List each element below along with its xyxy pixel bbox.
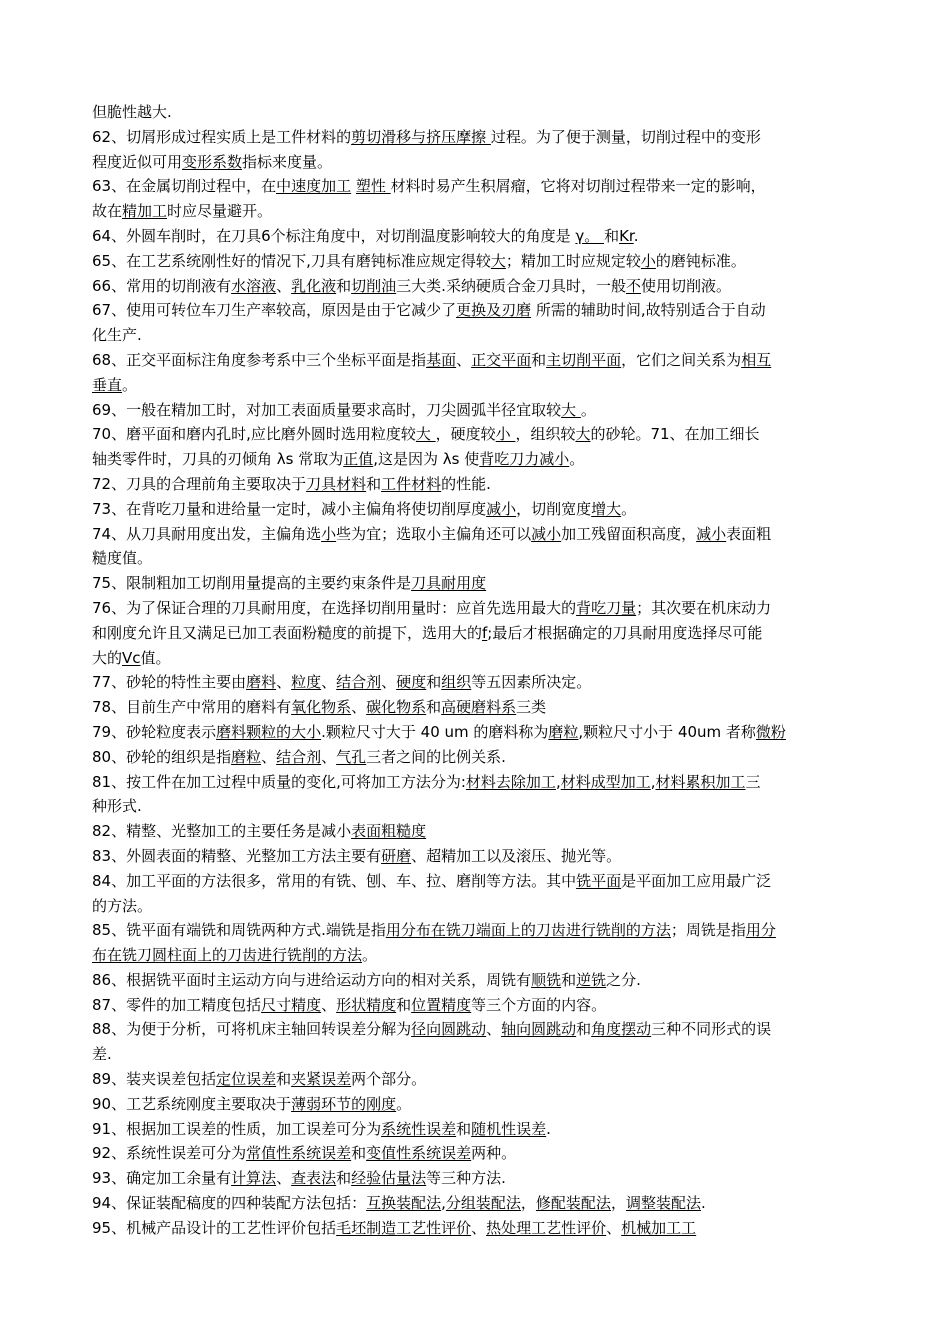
text-segment: 和刚度允许且又满足已加工表面粉糙度的前提下，选用大的: [92, 623, 483, 642]
underlined-answer: 大: [490, 251, 506, 270]
underlined-answer: 调整装配法: [625, 1194, 701, 1213]
text-segment: 的方法。: [92, 896, 153, 915]
text-segment: 和: [531, 350, 547, 369]
underlined-answer: 结合剂: [336, 673, 382, 692]
text-line: [92, 770, 864, 795]
underlined-answer: 形状精度: [336, 995, 397, 1014]
text-segment: 70、磨平面和磨内孔时,应比磨外圆时选用粒度较: [92, 425, 416, 444]
text-segment: 、: [276, 673, 292, 692]
underlined-answer: 互换装配法: [366, 1194, 442, 1213]
text-line: [92, 274, 864, 299]
underlined-answer: 工件材料: [381, 474, 442, 493]
underlined-answer: 剪切滑移与挤压摩擦: [351, 127, 491, 146]
text-segment: 程度近似可用: [92, 152, 183, 171]
text-segment: 和: [366, 474, 382, 493]
text-segment: 三类: [516, 698, 547, 717]
text-line: [92, 447, 864, 472]
text-line: [92, 373, 864, 398]
underlined-answer: 大: [415, 425, 436, 444]
text-line: [92, 571, 864, 596]
underlined-answer: 乳化液: [291, 276, 337, 295]
text-segment: 62、切屑形成过程实质上是工件材料的: [92, 127, 352, 146]
underlined-answer: 系统性误差: [381, 1119, 457, 1138]
text-line: [92, 745, 864, 770]
text-segment: 67、使用可转位车刀生产率较高，原因是由于它减少了: [92, 301, 457, 320]
text-segment: ，它们之间关系为: [621, 350, 742, 369]
text-segment: ，: [610, 1194, 626, 1213]
text-segment: 、: [321, 995, 337, 1014]
text-line: [92, 249, 864, 274]
underlined-answer: 微粉: [755, 722, 786, 741]
text-line: [92, 1067, 864, 1092]
text-segment: .: [633, 226, 639, 245]
text-segment: 、: [321, 747, 337, 766]
text-line: [92, 174, 864, 199]
underlined-answer: 分组装配法: [445, 1194, 521, 1213]
text-segment: 77、砂轮的特性主要由: [92, 673, 247, 692]
text-segment: 64、外圆车削时，在刀具6个标注角度中，对切削温度影响较大的角度是: [92, 226, 576, 245]
text-segment: 加工残留面积高度，: [561, 524, 697, 543]
text-segment: 和: [336, 276, 352, 295]
text-segment: 94、保证装配稿度的四种装配方法包括：: [92, 1194, 367, 1213]
text-segment: 86、根据铣平面时主运动方向与进给运动方向的相对关系，周铣有: [92, 970, 532, 989]
underlined-answer: 刀具耐用度: [411, 574, 487, 593]
text-segment: 轴类零件时，刀具的刃倾角 λs 常取为: [92, 450, 344, 469]
underlined-answer: 定位误差: [216, 1070, 277, 1089]
underlined-answer: γ。: [575, 226, 605, 245]
text-line: [92, 1117, 864, 1142]
text-segment: 和: [336, 1169, 352, 1188]
text-segment: ；其次要在机床动力: [636, 598, 772, 617]
text-segment: 的性能.: [441, 474, 491, 493]
text-line: [92, 819, 864, 844]
text-segment: ，: [520, 1194, 536, 1213]
text-segment: .颗粒尺寸大于 40 um 的磨料称为: [321, 722, 549, 741]
text-segment: 。: [396, 1094, 412, 1113]
text-segment: ，组织较: [515, 425, 576, 444]
text-line: [92, 199, 864, 224]
text-segment: 。: [362, 946, 378, 965]
text-line: [92, 621, 864, 646]
text-segment: 种形式.: [92, 797, 142, 816]
underlined-answer: Kr: [619, 226, 634, 245]
underlined-answer: 结合剂: [276, 747, 322, 766]
underlined-answer: 精加工: [122, 202, 168, 221]
text-segment: 使用切削液。: [640, 276, 731, 295]
text-segment: 的砂轮。71、在加工细长: [590, 425, 760, 444]
text-line: [92, 670, 864, 695]
text-segment: 88、为便于分析，可将机床主轴回转误差分解为: [92, 1020, 412, 1039]
text-segment: 等三种方法.: [426, 1169, 506, 1188]
text-segment: 但脆性越大.: [92, 103, 172, 121]
underlined-answer: 热处理工艺性评价: [486, 1218, 607, 1237]
underlined-answer: 正交平面: [471, 350, 532, 369]
text-segment: 。: [122, 375, 138, 394]
text-segment: .: [700, 1194, 706, 1213]
text-segment: 、: [606, 1218, 622, 1237]
text-segment: 大的: [92, 648, 123, 667]
text-segment: 糙度值。: [92, 549, 153, 568]
text-segment: 68、正交平面标注角度参考系中三个坐标平面是指: [92, 350, 427, 369]
underlined-answer: 修配装配法: [535, 1194, 611, 1213]
underlined-answer: 小: [640, 251, 656, 270]
underlined-answer: 表面粗糙度: [351, 822, 427, 841]
text-line: [92, 298, 864, 323]
text-segment: 差.: [92, 1045, 112, 1064]
underlined-answer: 材料去除加工: [465, 772, 556, 791]
text-line: [92, 522, 864, 547]
text-segment: 、: [351, 698, 367, 717]
underlined-answer: 气孔: [336, 747, 367, 766]
text-segment: 过程。为了便于测量，切削过程中的变形: [490, 127, 761, 146]
text-line: [92, 1216, 864, 1241]
underlined-answer: f: [482, 623, 488, 642]
text-segment: 65、在工艺系统刚性好的情况下,刀具有磨钝标准应规定得较: [92, 251, 491, 270]
text-segment: 、: [456, 350, 472, 369]
text-segment: 和: [426, 698, 442, 717]
underlined-answer: 顺铣: [531, 970, 562, 989]
text-line: [92, 646, 864, 671]
text-line: [92, 943, 864, 968]
underlined-answer: 氧化物系: [291, 698, 352, 717]
underlined-answer: 组织: [441, 673, 472, 692]
text-segment: 63、在金属切削过程中，在: [92, 177, 277, 196]
text-segment: ,颗粒尺寸小于 40um 者称: [578, 722, 756, 741]
text-segment: 表面粗: [726, 524, 772, 543]
text-line: [92, 546, 864, 571]
underlined-answer: 变值性系统误差: [366, 1144, 472, 1163]
text-segment: 83、外圆表面的精整、光整加工方法主要有: [92, 846, 382, 865]
text-segment: 和: [561, 970, 577, 989]
text-segment: 81、按工件在加工过程中质量的变化,可将加工方法分为:: [92, 772, 466, 791]
underlined-answer: Vc: [122, 648, 141, 667]
text-segment: 91、根据加工误差的性质，加工误差可分为: [92, 1119, 382, 1138]
text-segment: 和: [426, 673, 442, 692]
text-line: [92, 1017, 864, 1042]
text-segment: 三者之间的比例关系.: [366, 747, 506, 766]
text-segment: 79、砂轮粒度表示: [92, 722, 217, 741]
text-line: [92, 398, 864, 423]
text-segment: .: [546, 1119, 551, 1138]
text-segment: ；周铣是指: [670, 921, 746, 940]
text-segment: 、: [471, 1218, 487, 1237]
text-segment: 和: [396, 995, 412, 1014]
text-segment: ,: [441, 1194, 446, 1213]
text-line: [92, 794, 864, 819]
underlined-answer: 用分布在铣刀端面上的刀齿进行铣削的方法: [385, 921, 671, 940]
text-segment: 82、精整、光整加工的主要任务是减小: [92, 822, 352, 841]
text-line: [92, 918, 864, 943]
text-line: [92, 100, 864, 125]
text-line: [92, 720, 864, 745]
text-line: [92, 323, 864, 348]
underlined-answer: 碳化物系: [366, 698, 427, 717]
underlined-answer: 正值: [343, 450, 374, 469]
text-segment: 、: [486, 1020, 502, 1039]
underlined-answer: 高硬磨料系: [441, 698, 517, 717]
text-segment: 。: [569, 450, 585, 469]
underlined-answer: 垂直: [92, 375, 123, 394]
text-segment: 89、装夹误差包括: [92, 1070, 217, 1089]
underlined-answer: 切削油: [351, 276, 397, 295]
text-segment: 95、机械产品设计的工艺性评价包括: [92, 1218, 337, 1237]
text-segment: 84、加工平面的方法很多，常用的有铣、刨、车、拉、磨削等方法。其中: [92, 871, 577, 890]
text-segment: ，切削宽度: [516, 499, 592, 518]
text-segment: 76、为了保证合理的刀具耐用度，在选择切削用量时：应首先选用最大的: [92, 598, 577, 617]
text-segment: 指标来度量。: [242, 152, 333, 171]
text-line: [92, 224, 864, 249]
text-segment: 、超精加工以及滚压、抛光等。: [411, 846, 622, 865]
text-line: [92, 968, 864, 993]
text-segment: 三大类.采纳硬质合金刀具时，一般: [396, 276, 626, 295]
text-segment: 化生产.: [92, 326, 142, 345]
text-line: [92, 348, 864, 373]
text-segment: 所需的辅助时间,故特别适合于自动: [531, 301, 766, 320]
text-segment: ，硬度较: [435, 425, 496, 444]
text-segment: 值。: [140, 648, 171, 667]
text-line: [92, 497, 864, 522]
text-line: [92, 1141, 864, 1166]
text-line: [92, 993, 864, 1018]
text-line: [92, 1042, 864, 1067]
underlined-answer: 随机性误差: [471, 1119, 547, 1138]
text-segment: ；精加工时应规定较: [505, 251, 641, 270]
text-line: [92, 894, 864, 919]
underlined-answer: 径向圆跳动: [411, 1020, 487, 1039]
underlined-answer: 水溶液: [231, 276, 277, 295]
text-segment: 93、确定加工余量有: [92, 1169, 232, 1188]
text-segment: 两个部分。: [351, 1070, 427, 1089]
underlined-answer: 尺寸精度: [261, 995, 322, 1014]
underlined-answer: 基面: [426, 350, 457, 369]
text-segment: 85、铣平面有端铣和周铣两种方式.端铣是指: [92, 921, 386, 940]
text-segment: 、: [261, 747, 277, 766]
underlined-answer: 大: [575, 425, 591, 444]
text-segment: 90、工艺系统刚度主要取决于: [92, 1094, 292, 1113]
text-segment: 72、刀具的合理前角主要取决于: [92, 474, 307, 493]
text-segment: 87、零件的加工精度包括: [92, 995, 262, 1014]
text-line: [92, 422, 864, 447]
text-segment: 和: [456, 1119, 472, 1138]
underlined-answer: 磨料颗粒的大小: [216, 722, 322, 741]
underlined-answer: 减小: [696, 524, 727, 543]
underlined-answer: 相互: [741, 350, 772, 369]
text-segment: ,这是因为 λs 使: [373, 450, 480, 469]
text-segment: 三: [745, 772, 761, 791]
text-segment: 73、在背吃刀量和进给量一定时，减小主偏角将使切削厚度: [92, 499, 487, 518]
underlined-answer: 小: [321, 524, 337, 543]
text-line: [92, 1191, 864, 1216]
text-segment: ;最后才根据确定的刀具耐用度选择尽可能: [487, 623, 763, 642]
text-line: [92, 844, 864, 869]
underlined-answer: 夹紧误差: [291, 1070, 352, 1089]
text-segment: 69、一般在精加工时，对加工表面质量要求高时，刀尖圆弧半径宜取较: [92, 400, 562, 419]
underlined-answer: 硬度: [396, 673, 427, 692]
underlined-answer: 减小: [531, 524, 562, 543]
underlined-answer: 中速度加工: [276, 177, 352, 196]
text-segment: 等三个方面的内容。: [471, 995, 607, 1014]
underlined-answer: 不: [625, 276, 641, 295]
text-line: [92, 869, 864, 894]
text-line: [92, 695, 864, 720]
text-segment: 78、目前生产中常用的磨料有: [92, 698, 292, 717]
underlined-answer: 背吃刀力减小: [479, 450, 570, 469]
text-line: [92, 596, 864, 621]
text-segment: 92、系统性误差可分为: [92, 1144, 247, 1163]
underlined-answer: 计算法: [231, 1169, 277, 1188]
underlined-answer: 变形系数: [182, 152, 243, 171]
text-segment: 些为宜；选取小主偏角还可以: [336, 524, 532, 543]
text-segment: 两种。: [471, 1144, 517, 1163]
text-line: [92, 1166, 864, 1191]
text-segment: 时应尽量避开。: [167, 202, 273, 221]
underlined-answer: 角度摆动: [591, 1020, 652, 1039]
text-segment: 、: [276, 1169, 292, 1188]
text-segment: 材料时易产生积屑瘤，它将对切削过程带来一定的影响，: [390, 177, 766, 196]
text-segment: 66、常用的切削液有: [92, 276, 232, 295]
text-segment: 。: [621, 499, 637, 518]
text-segment: 。: [580, 400, 596, 419]
underlined-answer: 布在铣刀圆柱面上的刀齿进行铣削的方法: [92, 946, 363, 965]
underlined-answer: 用分: [745, 921, 776, 940]
underlined-answer: 小: [495, 425, 516, 444]
underlined-answer: 减小: [486, 499, 517, 518]
underlined-answer: 研磨: [381, 846, 412, 865]
underlined-answer: 薄弱环节的刚度: [291, 1094, 397, 1113]
text-line: [92, 150, 864, 175]
text-segment: 和: [576, 1020, 592, 1039]
text-segment: 的磨钝标准。: [655, 251, 746, 270]
underlined-answer: 毛坯制造工艺性评价: [336, 1218, 472, 1237]
text-segment: ,: [650, 772, 656, 791]
text-segment: 和: [604, 226, 620, 245]
underlined-answer: 磨粒: [548, 722, 579, 741]
document-body: [92, 100, 864, 1241]
text-line: [92, 125, 864, 150]
text-segment: 和: [276, 1070, 292, 1089]
underlined-answer: 更换及刃磨: [456, 301, 532, 320]
underlined-answer: 增大: [591, 499, 622, 518]
underlined-answer: 刀具材料: [306, 474, 367, 493]
text-line: [92, 1092, 864, 1117]
underlined-answer: 粒度: [291, 673, 322, 692]
underlined-answer: 磨粒: [231, 747, 262, 766]
underlined-answer: 背吃刀量: [576, 598, 637, 617]
underlined-answer: 轴向圆跳动: [501, 1020, 577, 1039]
underlined-answer: 铣平面: [576, 871, 622, 890]
underlined-answer: 磨料: [246, 673, 277, 692]
underlined-answer: 材料成型加工: [560, 772, 651, 791]
text-segment: 75、限制粗加工切削用量提高的主要约束条件是: [92, 574, 412, 593]
text-segment: 、: [276, 276, 292, 295]
text-segment: 和: [351, 1144, 367, 1163]
text-segment: 是平面加工应用最广泛: [621, 871, 772, 890]
text-segment: 、: [381, 673, 397, 692]
underlined-answer: 塑性: [355, 177, 391, 196]
underlined-answer: 机械加工工: [621, 1218, 697, 1237]
underlined-answer: 查表法: [291, 1169, 337, 1188]
text-segment: 、: [321, 673, 337, 692]
text-segment: 三种不同形式的误: [651, 1020, 772, 1039]
underlined-answer: 常值性系统误差: [246, 1144, 352, 1163]
text-segment: 等五因素所决定。: [471, 673, 592, 692]
underlined-answer: 位置精度: [411, 995, 472, 1014]
underlined-answer: 大: [561, 400, 581, 419]
text-line: [92, 472, 864, 497]
text-segment: 之分.: [606, 970, 641, 989]
underlined-answer: 经验估量法: [351, 1169, 427, 1188]
text-segment: 80、砂轮的组织是指: [92, 747, 232, 766]
text-segment: ,: [555, 772, 561, 791]
underlined-answer: 材料累积加工: [655, 772, 746, 791]
text-segment: 故在: [92, 202, 123, 221]
underlined-answer: 逆铣: [576, 970, 607, 989]
underlined-answer: 主切削平面: [546, 350, 622, 369]
text-segment: 74、从刀具耐用度出发，主偏角选: [92, 524, 322, 543]
